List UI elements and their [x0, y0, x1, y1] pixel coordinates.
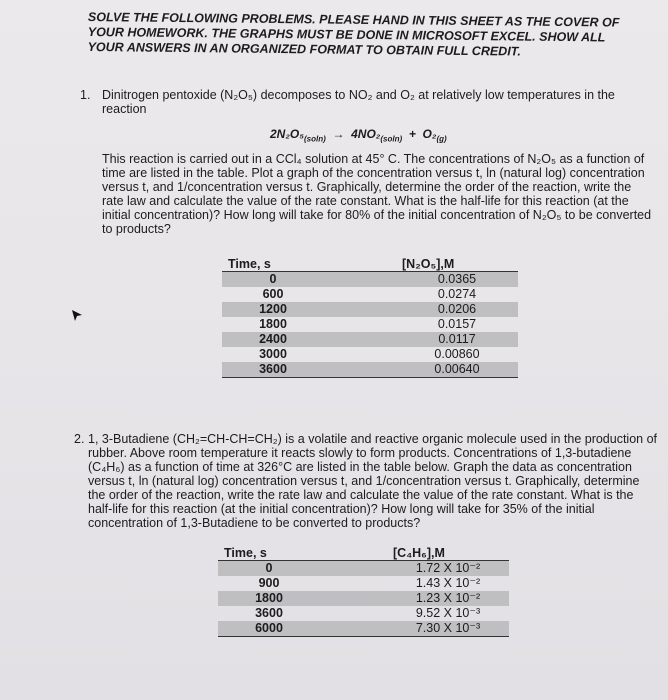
problem-2-text-block	[74, 432, 658, 530]
table-row	[222, 362, 518, 378]
table-cell: 3000	[259, 347, 287, 361]
table-cell: 0.0274	[437, 287, 477, 301]
table-row	[222, 332, 518, 347]
table-cell: 9.52 X 10⁻³	[415, 606, 481, 620]
problem-1-number: 1.	[80, 88, 91, 102]
table-2-col-conc: [C₄H₆],M	[387, 546, 509, 561]
table-butadiene	[218, 546, 509, 637]
eq-reactant-state: (soln)	[304, 134, 326, 144]
table-2-col-time: Time, s	[218, 546, 320, 561]
table-row	[218, 561, 509, 577]
mouse-cursor-icon	[70, 308, 84, 322]
eq-reactant: 2N₂O₅	[270, 127, 304, 141]
table-cell: 0.00860	[434, 347, 480, 361]
table-row	[222, 272, 518, 288]
table-row	[218, 621, 509, 637]
eq-product-2: O₂	[422, 127, 437, 141]
table-row	[222, 287, 518, 302]
table-cell: 0	[222, 272, 324, 288]
table-row	[218, 606, 509, 621]
eq-plus: +	[408, 127, 416, 141]
table-n2o5	[222, 257, 518, 378]
table-row	[218, 591, 509, 606]
problem-2-number: 2.	[74, 432, 85, 446]
table-row	[222, 347, 518, 362]
header-line-3: YOUR ANSWERS IN AN ORGANIZED FORMAT TO OBTAIN FULL CREDIT.	[87, 39, 521, 59]
problem-1-intro	[80, 88, 655, 116]
table-cell: 0.0117	[396, 332, 518, 347]
problem-2-text: 1, 3-Butadiene (CH₂=CH-CH=CH₂) is a volatile and reactive organic molecule used in the production of rubber. Above room temperature it reacts slowly to form products. Concentrations of 1,3-butadiene (C₄H₆) as a function of time at 326°C are listed in the table below. Graph the data as concentration versus t, ln (natural log) concentration versus t, and 1/concentration versus t. Graphically, determine the order of the reaction, write the rate law and calculate the value of the rate constant. What is the half-life for this reaction (at the initial concentration)? How long will take for 35% of the initial concentration of 1,3-Butadiene to be converted to products?	[88, 432, 658, 530]
instructions-header	[88, 10, 648, 61]
table-row	[222, 302, 518, 317]
problem-1-intro-text: Dinitrogen pentoxide (N₂O₅) decomposes to NO₂ and O₂ at relatively low temperatures in the reaction	[102, 88, 615, 116]
table-cell: 900	[258, 576, 280, 590]
table-cell: 1.43 X 10⁻²	[415, 576, 481, 590]
table-cell: 2400	[222, 332, 324, 347]
eq-product-1: 4NO₂	[351, 127, 381, 141]
problem-1-text: This reaction is carried out in a CCl₄ solution at 45° C. The concentrations of N₂O₅ as a function of time are listed in the table. Plot a graph of the concentration versus t, ln (natural log) concentration versus t, and 1/concentration versus t. Graphically, determine the order of the reaction, write the rate law and calculate the value of the rate constant. What is the half-life for this reaction (at the initial concentration)? How long will take for 80% of the initial concentration of N₂O₅ to be converted to products?	[102, 152, 652, 236]
table-1-col-time: Time, s	[222, 257, 324, 272]
table-cell: 3600	[222, 362, 324, 378]
reaction-equation	[270, 127, 447, 144]
table-cell: 600	[262, 287, 284, 301]
table-cell: 1800	[218, 591, 320, 606]
table-cell: 0	[218, 561, 320, 577]
table-row	[218, 576, 509, 591]
table-cell: 6000	[218, 621, 320, 637]
table-cell: 0.0365	[396, 272, 518, 288]
eq-product-1-state: (soln)	[380, 134, 403, 144]
eq-product-2-state: (g)	[436, 134, 447, 144]
table-cell: 1200	[222, 302, 324, 317]
table-cell: 0.00640	[396, 362, 518, 378]
table-row	[222, 317, 518, 332]
table-1-col-conc: [N₂O₅],M	[396, 257, 518, 272]
header-line-2: YOUR HOMEWORK. THE GRAPHS MUST BE DONE IN MICROSOFT EXCEL. SHOW ALL	[87, 24, 606, 45]
table-cell: 1.23 X 10⁻²	[387, 591, 509, 606]
eq-arrow: →	[332, 127, 345, 141]
header-line-1: SOLVE THE FOLLOWING PROBLEMS. PLEASE HAND IN THIS SHEET AS THE COVER OF	[87, 10, 620, 30]
table-cell: 3600	[255, 606, 283, 620]
table-cell: 0.0157	[437, 317, 477, 331]
table-cell: 7.30 X 10⁻³	[387, 621, 509, 637]
table-cell: 1.72 X 10⁻²	[387, 561, 509, 577]
table-cell: 0.0206	[396, 302, 518, 317]
table-cell: 1800	[259, 317, 287, 331]
